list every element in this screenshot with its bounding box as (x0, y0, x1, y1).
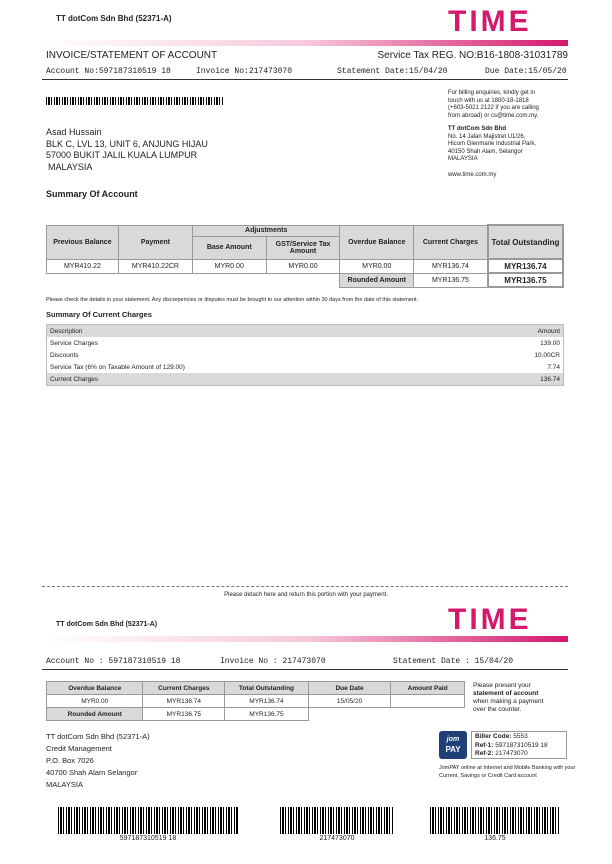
total-outstanding-value: MYR136.74 (488, 259, 563, 273)
table-row (47, 337, 564, 349)
ref1-label: Ref-1: (475, 741, 494, 749)
detach-line (42, 586, 568, 587)
ref2-label: Ref-2: (475, 750, 494, 757)
present-line2: statement of account (473, 690, 539, 697)
customer-address (46, 127, 208, 173)
summary-table (46, 224, 564, 288)
mail-line4: 40700 Shah Alam Selangor (46, 768, 138, 777)
col-gst-amount: GST/Service Tax Amount (266, 236, 340, 259)
remit-account-line (46, 657, 180, 666)
current-charges-value: MYR136.74 (414, 259, 488, 273)
rounded-amount-label: Rounded Amount (340, 273, 414, 287)
remit-account-label: Account No : (46, 657, 104, 666)
statement-date: 15/04/20 (409, 67, 448, 76)
company-header: TT dotCom Sdn Bhd (52371-A) (56, 14, 172, 23)
col-total-outstanding: Total Outstanding (488, 225, 563, 259)
header-divider (42, 40, 568, 46)
mail-line5: MALAYSIA (46, 780, 83, 789)
enquiry-line2: touch with us at 1800-18-1818 (448, 97, 529, 104)
current-charges-title: Summary Of Current Charges (46, 310, 152, 319)
customer-address-line1: BLK C, LVL 13, UNIT 6, ANJUNG HIJAU (46, 138, 208, 149)
customer-address-line2: 57000 BUKIT JALIL KUALA LUMPUR (46, 150, 198, 160)
invoice-barcode (280, 807, 394, 834)
current-charges-total-label: Current Charges (47, 373, 468, 386)
due-date-line (485, 67, 567, 76)
remit-statement-line (393, 657, 513, 666)
remit-col-overdue: Overdue Balance (47, 682, 143, 695)
ref1-value: 597187310519 18 (495, 741, 548, 749)
charge-description: Service Charges (50, 339, 99, 347)
jompay-note (439, 765, 575, 780)
summary-title: Summary Of Account (46, 189, 138, 199)
base-amount-value: MYR0.00 (192, 259, 266, 273)
charge-description: Discounts (50, 351, 79, 359)
customer-country: MALAYSIA (48, 161, 93, 172)
contact-company: TT dotCom Sdn Bhd (448, 126, 506, 132)
mail-line2: Credit Management (46, 744, 112, 753)
contact-info (448, 90, 573, 179)
account-barcode (58, 807, 238, 834)
previous-balance-value: MYR410.22 (47, 259, 119, 273)
statement-label: Statement Date: (337, 67, 410, 76)
account-label: Account No: (46, 67, 99, 76)
enquiry-line4: from abroad) or cs@time.com.my. (448, 112, 539, 119)
charge-amount: 10.00CR (534, 351, 560, 359)
invoice-barcode-text: 217473070 (319, 835, 355, 842)
rounded-current-value: MYR136.75 (414, 273, 488, 287)
present-line4: over the counter. (473, 706, 522, 713)
amount-paid-field[interactable] (391, 695, 465, 708)
gst-amount-value: MYR0.00 (266, 259, 340, 273)
account-number: 597187310519 18 (98, 67, 171, 76)
biller-code-label: Biller Code: (475, 733, 512, 740)
jompay-logo-bottom: PAY (445, 745, 461, 754)
time-logo: TIME (448, 5, 532, 38)
remit-current-value: MYR136.74 (143, 695, 225, 708)
contact-addr3: 40150 Shah Alam, Selangor (448, 148, 523, 155)
col-adjustments: Adjustments (192, 225, 339, 236)
mail-line3: P.O. Box 7026 (46, 756, 94, 765)
col-payment: Payment (118, 225, 192, 259)
overdue-balance-value: MYR0.00 (340, 259, 414, 273)
col-description: Description (47, 325, 468, 338)
due-date: 15/05/20 (528, 67, 567, 76)
jompay-details (471, 731, 567, 759)
remit-invoice-line (220, 657, 326, 666)
remit-account-number: 597187310519 18 (108, 657, 181, 666)
remit-statement-label: Statement Date : (393, 657, 470, 666)
contact-addr2: Hicom Glenmarie Industrial Park, (448, 141, 537, 147)
invoice-number-line (196, 67, 292, 76)
charge-description: Service Tax (6% on Taxable Amount of 129.00) (50, 363, 185, 371)
contact-addr1: No. 14 Jalan Majistret U1/26, (448, 133, 526, 140)
due-label: Due Date: (485, 67, 529, 76)
jompay-note-line2: Current, Savings or Credit Card account (439, 772, 537, 779)
table-row (47, 349, 564, 361)
amount-barcode-text: 136.75 (484, 835, 506, 842)
current-charges-total: 136.74 (468, 373, 564, 386)
remit-col-current: Current Charges (143, 682, 225, 695)
biller-code: 5553 (513, 733, 528, 740)
remit-rounded-current: MYR136.75 (143, 708, 225, 721)
remit-divider (42, 636, 568, 642)
remit-company-header: TT dotCom Sdn Bhd (52371-A) (56, 621, 158, 628)
invoice-number: 217473070 (248, 67, 293, 76)
col-current-charges: Current Charges (414, 225, 488, 259)
enquiry-line1: For billing enquiries, kindly get in (448, 90, 536, 96)
remit-col-total: Total Outstanding (225, 682, 309, 695)
remit-table (46, 681, 465, 721)
enquiry-line3: (+603-5021 2122 if you are calling (448, 105, 539, 111)
remit-total-value: MYR136.74 (225, 695, 309, 708)
invoice-label: Invoice No: (196, 67, 249, 76)
remit-header-rule (42, 669, 568, 670)
present-statement-note (473, 682, 543, 714)
current-charges-table (46, 324, 564, 386)
doc-title: INVOICE/STATEMENT OF ACCOUNT (46, 50, 218, 61)
remit-mailing-address (46, 731, 150, 791)
contact-website[interactable]: www.time.com.my (448, 171, 497, 178)
remit-due-value: 15/05/20 (308, 695, 391, 708)
jompay-logo (439, 731, 467, 759)
payment-value: MYR410.22CR (118, 259, 192, 273)
col-previous-balance: Previous Balance (47, 225, 119, 259)
rounded-total-value: MYR136.75 (488, 273, 563, 287)
jompay-logo-top: jom (446, 736, 460, 743)
remit-invoice-number: 217473070 (282, 657, 326, 666)
table-row (47, 361, 564, 373)
remit-col-paid: Amount Paid (391, 682, 465, 695)
dispute-notice: Please check the details in your statement. Any discrepencies or disputes must be brought to our attention within 30 days from the date of this statement. (46, 297, 419, 303)
mail-line1: TT dotCom Sdn Bhd (52371-A) (46, 732, 150, 741)
remit-rounded-total: MYR136.75 (225, 708, 309, 721)
account-barcode-text: 597187310519 18 (119, 835, 177, 842)
remit-invoice-label: Invoice No : (220, 657, 278, 666)
amount-barcode (430, 807, 560, 834)
remit-col-due: Due Date (308, 682, 391, 695)
present-line1: Please present your (473, 682, 531, 689)
ref2-value: 217473070 (495, 750, 528, 757)
remit-statement-date: 15/04/20 (474, 657, 514, 666)
header-rule (42, 79, 568, 80)
remit-overdue-value: MYR0.00 (47, 695, 143, 708)
col-amount: Amount (468, 325, 564, 338)
jompay-note-line1: JomPAY online at Internet and Mobile Banking with your (439, 765, 576, 771)
detach-instruction: Please detach here and return this portion with your payment. (224, 592, 388, 598)
remit-rounded-label: Rounded Amount (47, 708, 143, 721)
charge-amount: 139.00 (540, 339, 560, 347)
address-barcode (46, 97, 224, 105)
customer-name: Asad Hussain (46, 127, 102, 137)
charge-amount: 7.74 (547, 363, 560, 371)
col-overdue-balance: Overdue Balance (340, 225, 414, 259)
remit-time-logo: TIME (448, 603, 532, 636)
col-base-amount: Base Amount (192, 236, 266, 259)
contact-addr4: MALAYSIA (448, 156, 478, 162)
service-tax-reg: Service Tax REG. NO:B16-1808-31031789 (377, 50, 568, 61)
statement-date-line (337, 67, 447, 76)
account-number-line (46, 67, 171, 76)
present-line3: when making a payment (473, 698, 544, 705)
